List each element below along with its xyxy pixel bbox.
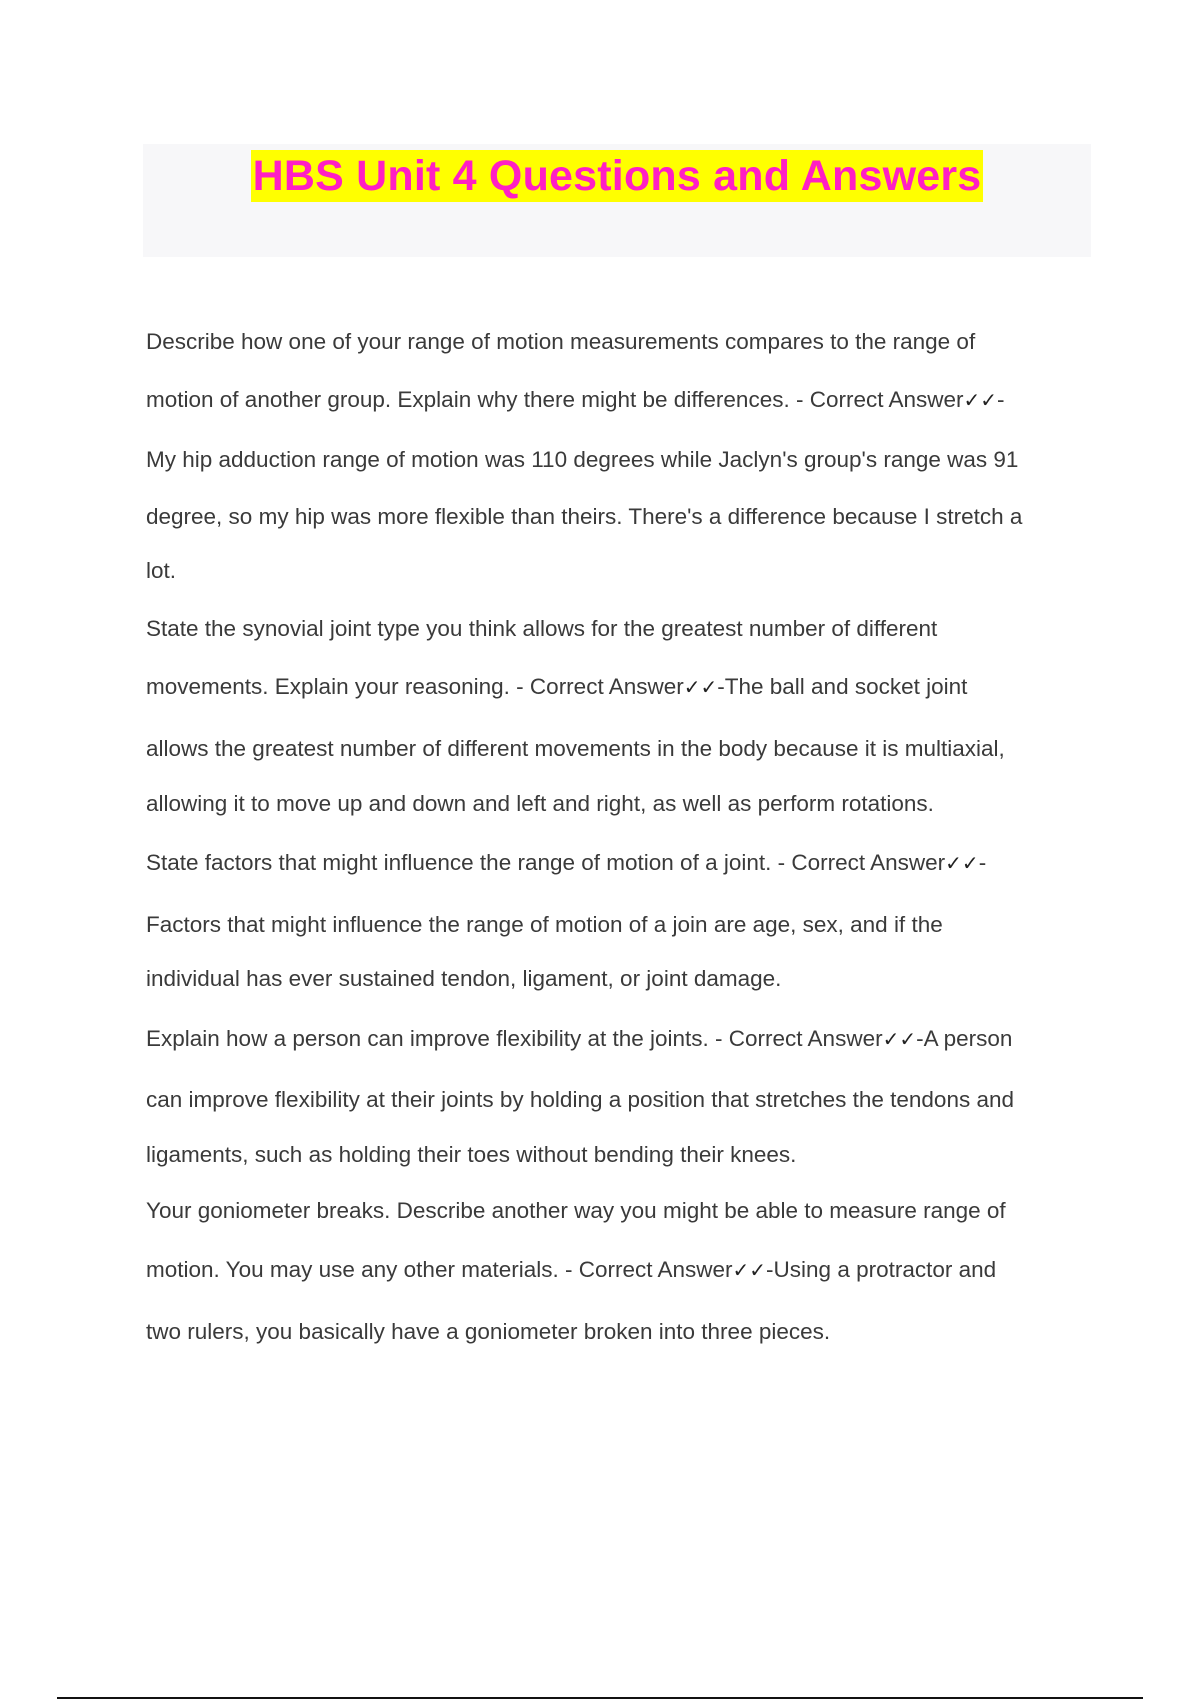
text-line: ligaments, such as holding their toes without bending their knees. xyxy=(146,1142,797,1167)
text-line: Factors that might influence the range of motion of a join are age, sex, and if the xyxy=(146,912,943,937)
text-line: allowing it to move up and down and left and right, as well as perform rotations. xyxy=(146,791,934,816)
text-line: State factors that might influence the range of motion of a joint. - Correct Answer✓✓- xyxy=(146,850,987,875)
text-line: Your goniometer breaks. Describe another way you might be able to measure range of xyxy=(146,1198,1006,1223)
footer-rule xyxy=(57,1697,1143,1699)
title-wrap xyxy=(143,150,1091,202)
text-line: motion of another group. Explain why there might be differences. - Correct Answer✓✓- xyxy=(146,387,1005,412)
text-line: can improve flexibility at their joints by holding a position that stretches the tendons and xyxy=(146,1087,1014,1112)
text-line: degree, so my hip was more flexible than theirs. There's a difference because I stretch a xyxy=(146,504,1023,529)
text-line: lot. xyxy=(146,558,177,583)
check-mark-icon: ✓✓ xyxy=(882,1027,917,1051)
text-line: individual has ever sustained tendon, ligament, or joint damage. xyxy=(146,966,782,991)
text-line: Explain how a person can improve flexibility at the joints. - Correct Answer✓✓-A person xyxy=(146,1026,1013,1051)
check-mark-icon: ✓✓ xyxy=(945,851,979,875)
check-mark-icon: ✓✓ xyxy=(683,675,718,699)
title-band xyxy=(143,144,1091,257)
text-line: My hip adduction range of motion was 110 degrees while Jaclyn's group's range was 91 xyxy=(146,447,1019,472)
check-mark-icon: ✓✓ xyxy=(732,1258,767,1282)
text-line: Describe how one of your range of motion measurements compares to the range of xyxy=(146,329,976,354)
text-line: two rulers, you basically have a goniometer broken into three pieces. xyxy=(146,1319,831,1344)
text-line: allows the greatest number of different movements in the body because it is multiaxial, xyxy=(146,736,1005,761)
text-line: movements. Explain your reasoning. - Correct Answer✓✓-The ball and socket joint xyxy=(146,674,968,699)
page-title: HBS Unit 4 Questions and Answers xyxy=(252,152,982,200)
text-line: motion. You may use any other materials. - Correct Answer✓✓-Using a protractor and xyxy=(146,1257,997,1282)
text-line: State the synovial joint type you think allows for the greatest number of different xyxy=(146,616,938,641)
check-mark-icon: ✓✓ xyxy=(963,388,998,412)
